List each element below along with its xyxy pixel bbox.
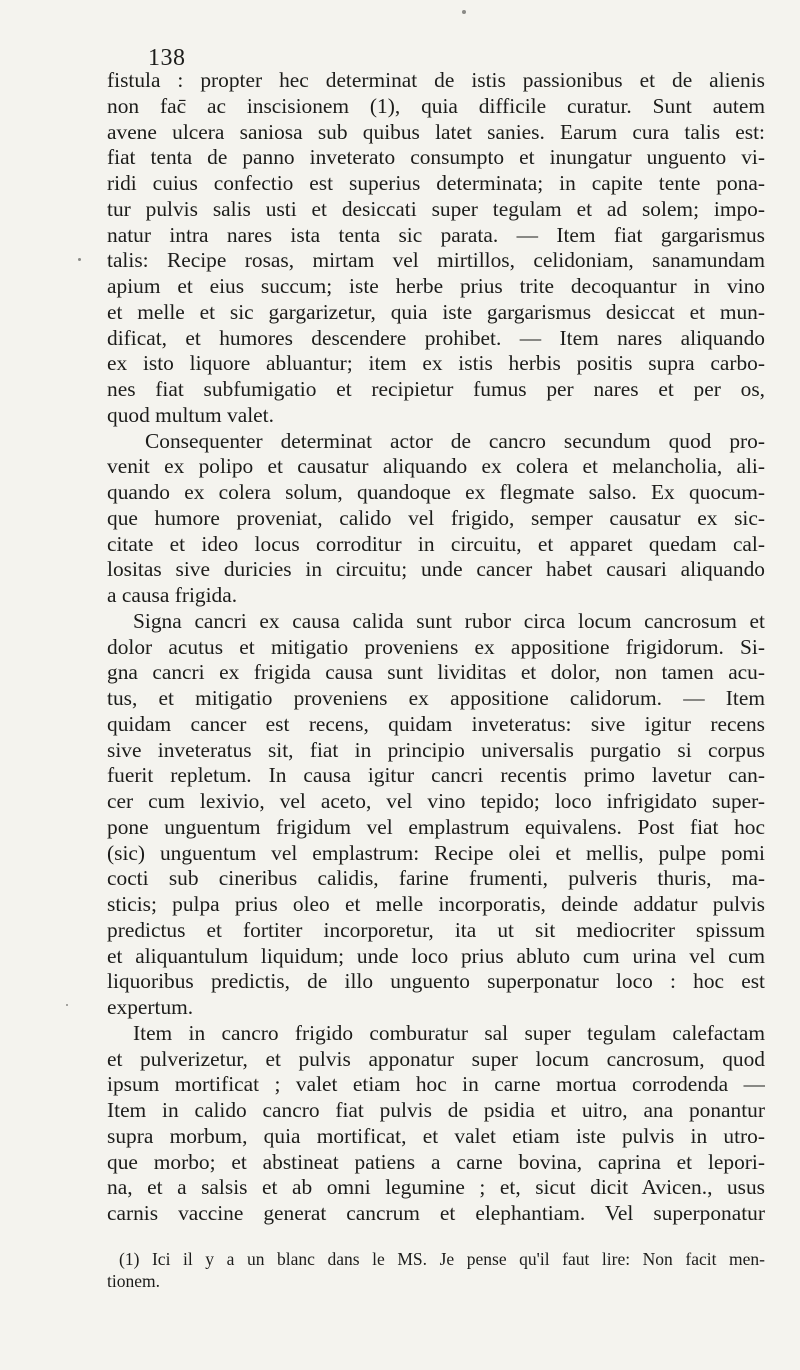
footnote — [107, 1248, 765, 1292]
footnote-line: (1) Ici il y a un blanc dans le MS. Je pense qu'il faut lire: Non facit men- — [119, 1249, 765, 1269]
text-line: lositas sive duricies in circuitu; unde cancer habet causari aliquando — [107, 557, 765, 582]
text-line: cer cum lexivio, vel aceto, vel vino tepido; loco infrigidato super- — [107, 789, 765, 813]
text-line: sive inveteratus sit, fiat in principio universalis purgatio si corpus — [107, 737, 765, 762]
page-number: 138 — [148, 45, 186, 71]
text-line: dificat, et humores descendere prohibet. — Item nares aliquando — [107, 325, 765, 350]
text-line: fistula : propter hec determinat de istis passionibus et de alienis — [107, 68, 765, 92]
paper-speck — [78, 258, 81, 261]
text-line: liquoribus predictis, de illo unguento superponatur loco : hoc est — [107, 969, 765, 994]
text-line: venit ex polipo et causatur aliquando ex colera et melancholia, ali- — [107, 454, 765, 479]
text-line: non fac̄ ac inscisionem (1), quia difficile curatur. Sunt autem — [107, 93, 765, 118]
text-line: expertum. — [107, 995, 194, 1019]
text-line: Item in calido cancro fiat pulvis de psidia et uitro, ana ponantur — [107, 1098, 765, 1122]
text-line: supra morbum, quia mortificat, et valet etiam iste pulvis in utro- — [107, 1123, 765, 1148]
text-line: tur pulvis salis usti et desiccati super tegulam et ad solem; impo- — [107, 196, 765, 221]
text-line: Consequenter determinat actor de cancro secundum quod pro- — [145, 428, 765, 453]
text-line: pone unguentum frigidum vel emplastrum equivalens. Post fiat hoc — [107, 814, 765, 839]
text-line: na, et a salsis et ab omni legumine ; et, sicut dicit Avicen., usus — [107, 1175, 765, 1200]
text-line: citate et ideo locus corroditur in circuitu, et apparet quedam cal- — [107, 531, 765, 556]
text-line: dolor acutus et mitigatio proveniens ex appositione frigidorum. Si- — [107, 634, 765, 659]
text-line: sticis; pulpa prius oleo et melle incorporatis, deinde addatur pulvis — [107, 892, 765, 916]
text-line: ridi cuius confectio est superius determinata; in capite tente pona- — [107, 171, 765, 195]
text-line: a causa frigida. — [107, 583, 238, 607]
text-line: que humore proveniat, calido vel frigido, semper causatur ex sic- — [107, 505, 765, 530]
paper-speck — [66, 1004, 68, 1006]
text-line: et pulverizetur, et pulvis apponatur super locum cancrosum, quod — [107, 1046, 765, 1071]
paper-speck — [462, 10, 466, 14]
text-line: talis: Recipe rosas, mirtam vel mirtillos, celidoniam, sanamundam — [107, 248, 765, 273]
text-line: (sic) unguentum vel emplastrum: Recipe olei et mellis, pulpe pomi — [107, 840, 765, 865]
text-line: ipsum mortificat ; valet etiam hoc in carne mortua corrodenda — — [107, 1072, 765, 1097]
text-line: quod multum valet. — [107, 402, 274, 427]
text-line: nes fiat subfumigatio et recipietur fumus per nares et per os, — [107, 377, 765, 401]
text-line: cocti sub cineribus calidis, farine frumenti, pulveris thuris, ma- — [107, 866, 765, 891]
text-line: Item in cancro frigido comburatur sal super tegulam calefactam — [133, 1020, 765, 1045]
text-line: natur intra nares ista tenta sic parata. — Item fiat gargarismus — [107, 222, 765, 247]
footnote-line: tionem. — [107, 1271, 160, 1291]
text-line: et aliquantulum liquidum; unde loco prius abluto cum urina vel cum — [107, 943, 765, 968]
text-line: fiat tenta de panno inveterato consumpto et inungatur unguento vi- — [107, 145, 765, 170]
text-line: ex isto liquore abluantur; item ex istis herbis positis supra carbo- — [107, 351, 765, 376]
text-line: quando ex colera solum, quandoque ex flegmate salso. Ex quocum- — [107, 480, 765, 504]
text-line: tus, et mitigatio proveniens ex appositione calidorum. — Item — [107, 686, 765, 710]
text-line: fuerit repletum. In causa igitur cancri recentis primo lavetur can- — [107, 763, 765, 788]
text-line: que morbo; et abstineat patiens a carne bovina, caprina et lepori- — [107, 1149, 765, 1174]
text-line: predictus et fortiter incorporetur, ita ut sit mediocriter spissum — [107, 917, 765, 942]
text-line: et melle et sic gargarizetur, quia iste gargarismus desiccat et mun- — [107, 299, 765, 324]
body-text — [107, 68, 765, 1227]
text-line: Signa cancri ex causa calida sunt rubor circa locum cancrosum et — [133, 608, 765, 633]
text-line: quidam cancer est recens, quidam inveteratus: sive igitur recens — [107, 711, 765, 736]
text-line: apium et eius succum; iste herbe prius trite decoquantur in vino — [107, 274, 765, 298]
text-line: gna cancri ex frigida causa sunt lividitas et dolor, non tamen acu- — [107, 660, 765, 685]
text-line: carnis vaccine generat cancrum et elephantiam. Vel superponatur — [107, 1201, 765, 1225]
text-line: avene ulcera saniosa sub quibus latet sanies. Earum cura talis est: — [107, 119, 765, 144]
